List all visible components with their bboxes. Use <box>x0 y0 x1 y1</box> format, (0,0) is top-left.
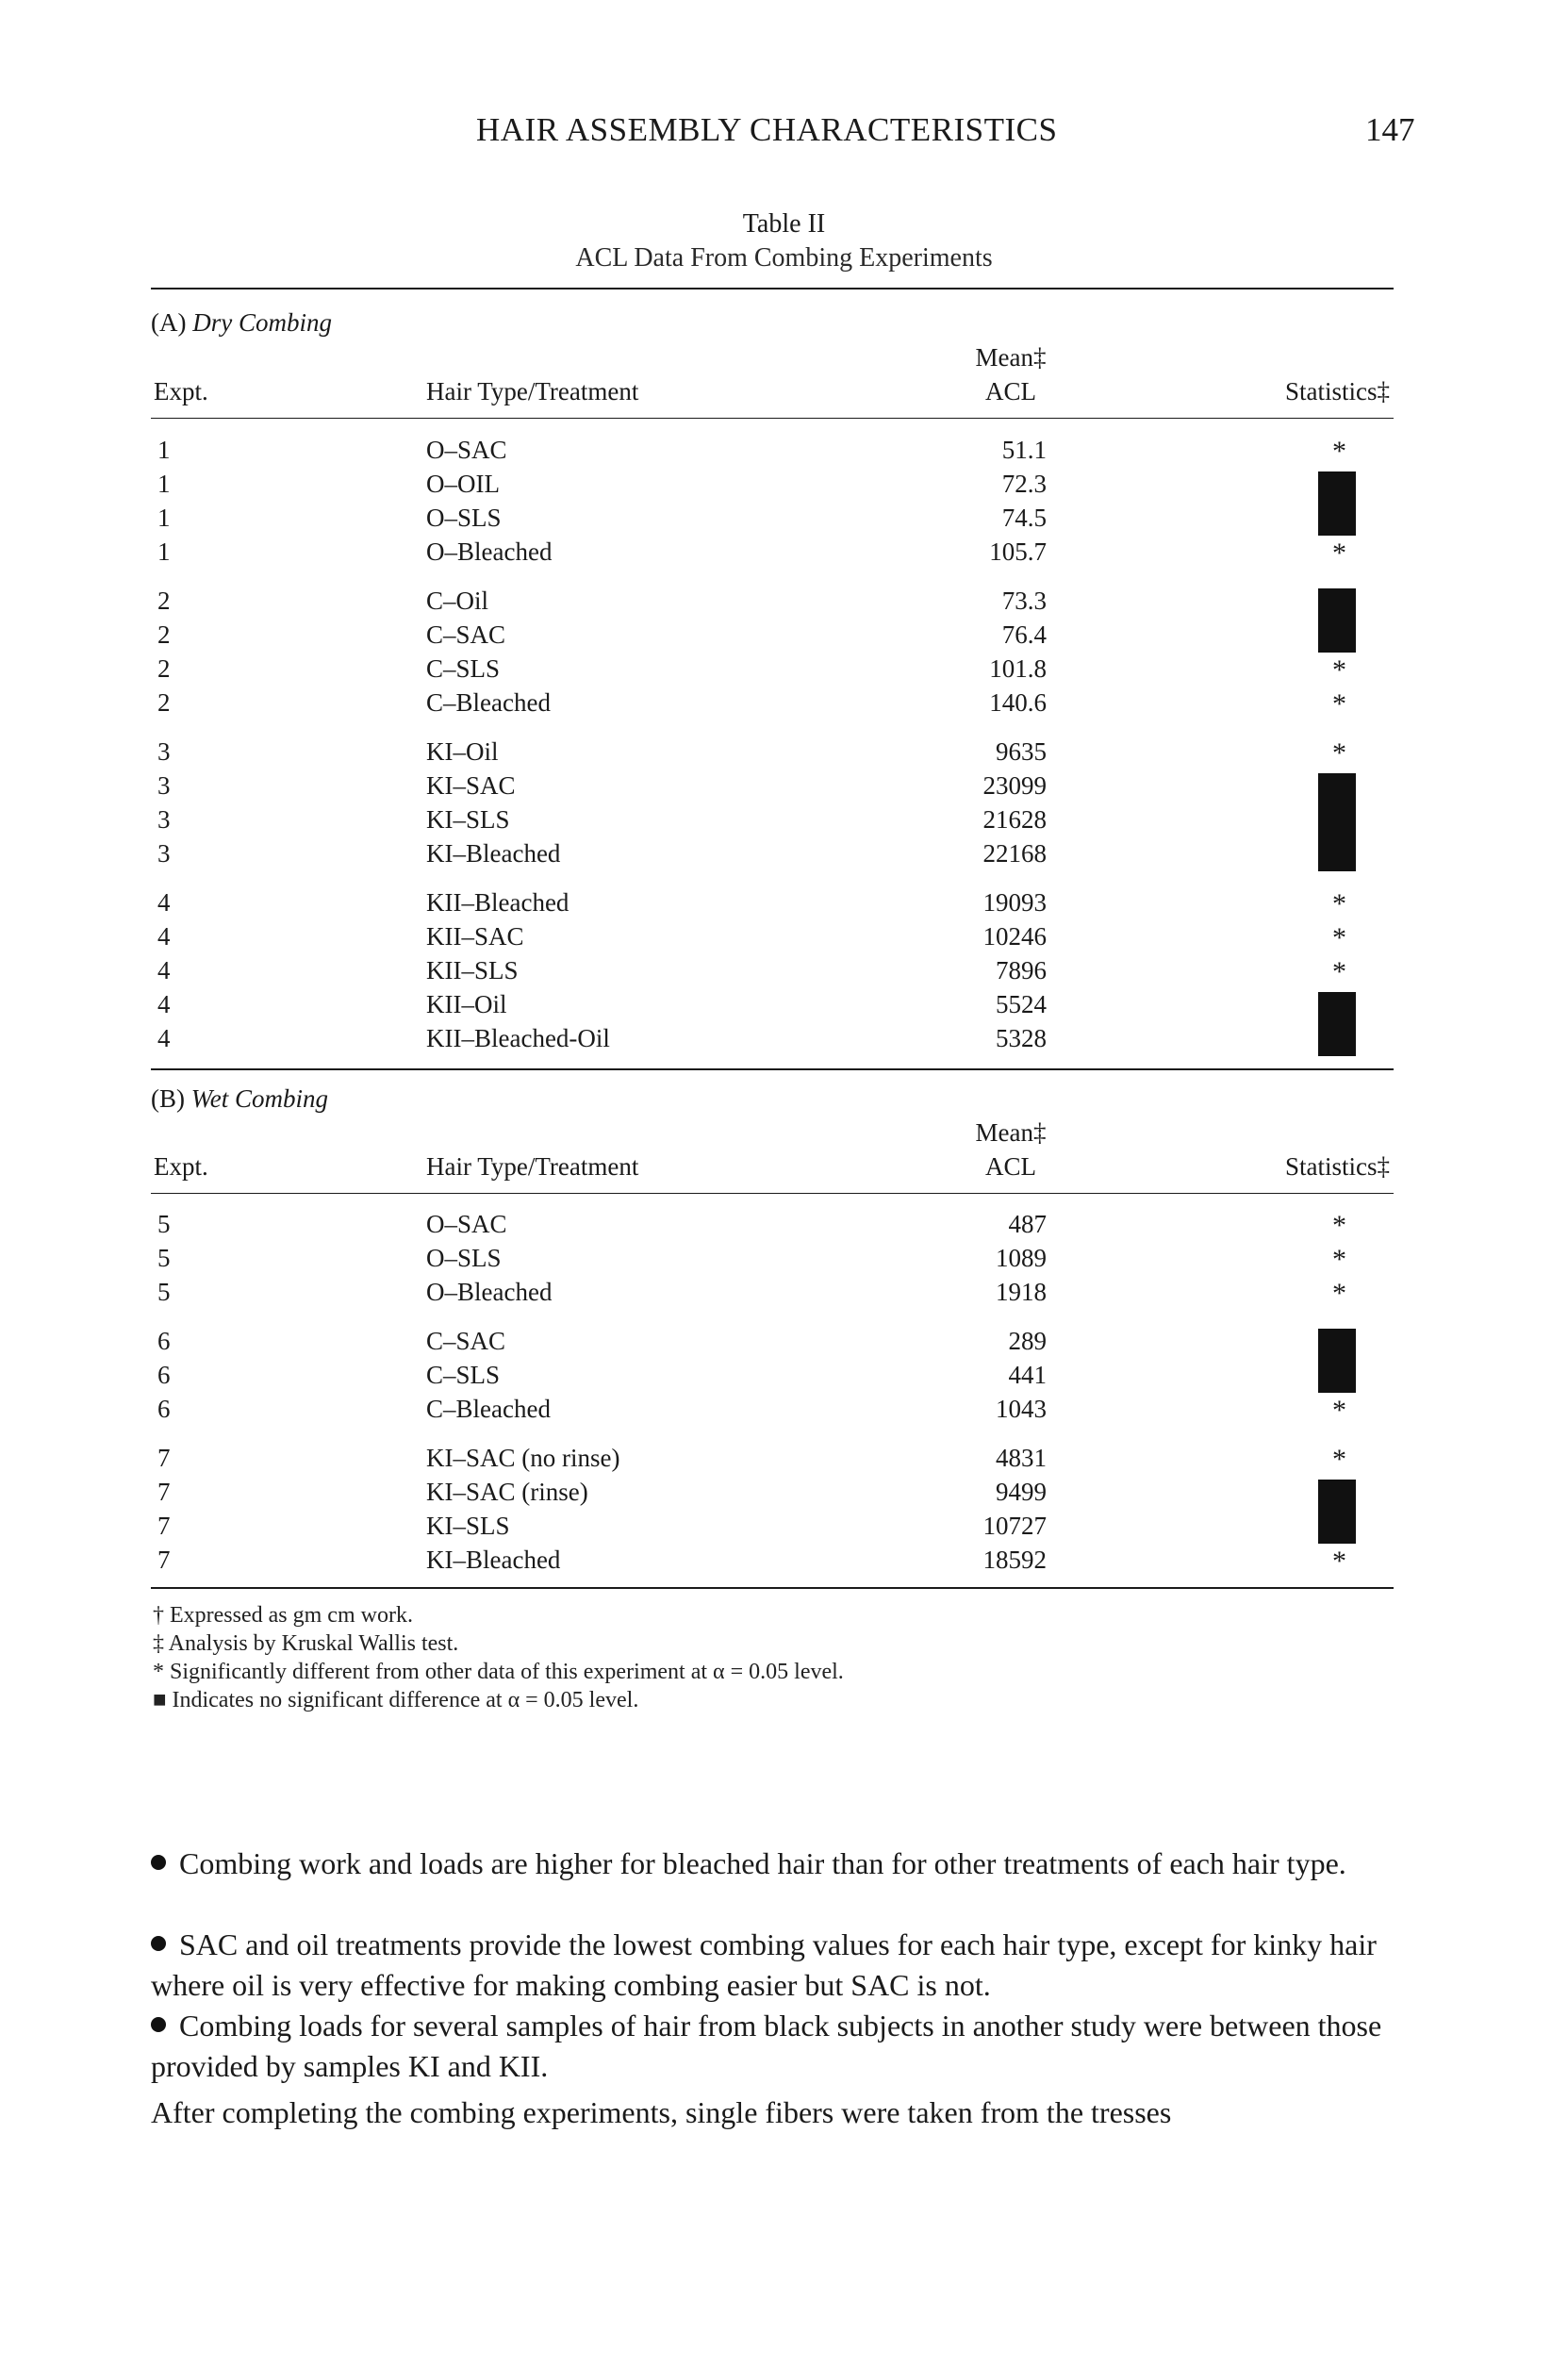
bullet-paragraph-1 <box>151 1844 1395 1884</box>
cell-mean-acl: 10246 <box>982 922 1047 951</box>
cell-expt: 7 <box>157 1444 171 1472</box>
cell-expt: 2 <box>157 620 171 649</box>
cell-expt: 3 <box>157 839 171 868</box>
header-rule-b <box>151 1193 1394 1194</box>
cell-treatment: KII–Bleached-Oil <box>426 1024 610 1052</box>
cell-mean-acl: 101.8 <box>989 654 1047 683</box>
cell-treatment: KI–SLS <box>426 1512 510 1540</box>
cell-expt: 1 <box>157 470 171 498</box>
cell-mean-acl: 51.1 <box>1001 436 1047 464</box>
no-significance-block <box>1318 992 1356 1056</box>
cell-expt: 7 <box>157 1478 171 1506</box>
cell-expt: 5 <box>157 1244 171 1272</box>
col-header-statistics: Statistics‡ <box>1284 1152 1390 1181</box>
col-header-mean: Mean‡ <box>975 1118 1047 1147</box>
no-significance-block <box>1318 1480 1356 1544</box>
no-significance-block <box>1318 471 1356 536</box>
cell-treatment: KII–SAC <box>426 922 524 951</box>
cell-treatment: O–SLS <box>426 1244 502 1272</box>
bullet-text-1: Combing work and loads are higher for bleached hair than for other treatments of each hair type. <box>179 1846 1346 1880</box>
cell-mean-acl: 9499 <box>996 1478 1047 1506</box>
no-significance-block <box>1318 1329 1356 1393</box>
bullet-text-3: Combing loads for several samples of hair from black subjects in another study were between those provided by samples KI and KII. <box>151 2009 1382 2083</box>
cell-mean-acl: 74.5 <box>1001 504 1047 532</box>
col-header-expt: Expt. <box>154 1152 208 1181</box>
cell-treatment: O–SAC <box>426 1210 507 1238</box>
cell-expt: 4 <box>157 956 171 984</box>
section-b-label <box>151 1084 328 1114</box>
cell-stat-asterisk: * <box>1332 1395 1346 1426</box>
cell-stat-asterisk: * <box>1332 737 1346 769</box>
cell-stat-asterisk: * <box>1332 1210 1346 1241</box>
cell-expt: 2 <box>157 654 171 683</box>
cell-mean-acl: 1918 <box>996 1278 1047 1306</box>
cell-treatment: C–SLS <box>426 1361 501 1389</box>
cell-expt: 3 <box>157 771 171 800</box>
table-caption: ACL Data From Combing Experiments <box>575 243 993 273</box>
cell-stat-asterisk: * <box>1332 688 1346 719</box>
cell-mean-acl: 21628 <box>982 805 1047 834</box>
cell-expt: 1 <box>157 436 171 464</box>
section-b-name: Wet Combing <box>190 1084 329 1113</box>
cell-treatment: C–SAC <box>426 1327 506 1355</box>
cell-mean-acl: 5524 <box>996 990 1047 1018</box>
cell-treatment: C–Bleached <box>426 1395 551 1423</box>
cell-stat-asterisk: * <box>1332 654 1346 686</box>
col-header-statistics: Statistics‡ <box>1284 377 1390 405</box>
col-header-mean: Mean‡ <box>975 343 1047 372</box>
cell-treatment: KI–SLS <box>426 805 510 834</box>
cell-expt: 5 <box>157 1210 171 1238</box>
cell-stat-asterisk: * <box>1332 956 1346 987</box>
col-header-hair-type: Hair Type/Treatment <box>426 377 639 405</box>
cell-mean-acl: 10727 <box>982 1512 1047 1540</box>
cell-mean-acl: 23099 <box>982 771 1047 800</box>
cell-treatment: KI–SAC (no rinse) <box>426 1444 620 1472</box>
bullet-icon <box>151 2017 166 2032</box>
cell-expt: 4 <box>157 922 171 951</box>
running-header-title: HAIR ASSEMBLY CHARACTERISTICS <box>476 111 1058 148</box>
cell-expt: 1 <box>157 538 171 566</box>
cell-expt: 4 <box>157 1024 171 1052</box>
body-paragraph: After completing the combing experiments, single fibers were taken from the tresses <box>151 2095 1172 2129</box>
bullet-paragraph-2 <box>151 1925 1395 2006</box>
cell-mean-acl: 105.7 <box>989 538 1047 566</box>
cell-mean-acl: 289 <box>1008 1327 1047 1355</box>
cell-stat-asterisk: * <box>1332 1546 1346 1577</box>
cell-mean-acl: 1043 <box>996 1395 1047 1423</box>
cell-mean-acl: 7896 <box>996 956 1047 984</box>
cell-mean-acl: 76.4 <box>1001 620 1047 649</box>
cell-treatment: KII–SLS <box>426 956 519 984</box>
cell-mean-acl: 441 <box>1008 1361 1047 1389</box>
cell-treatment: C–SLS <box>426 654 501 683</box>
col-header-expt: Expt. <box>154 377 208 405</box>
cell-mean-acl: 4831 <box>996 1444 1047 1472</box>
section-a-prefix: (A) <box>151 308 187 337</box>
cell-treatment: C–SAC <box>426 620 506 649</box>
cell-expt: 7 <box>157 1546 171 1574</box>
cell-mean-acl: 5328 <box>996 1024 1047 1052</box>
bullet-icon <box>151 1936 166 1951</box>
cell-treatment: C–Bleached <box>426 688 551 717</box>
cell-stat-asterisk: * <box>1332 922 1346 953</box>
col-header-acl: ACL <box>985 1152 1036 1181</box>
cell-treatment: KII–Oil <box>426 990 507 1018</box>
cell-expt: 2 <box>157 587 171 615</box>
section-divider-rule <box>151 1068 1394 1070</box>
cell-mean-acl: 19093 <box>982 888 1047 917</box>
cell-treatment: O–Bleached <box>426 538 553 566</box>
cell-expt: 6 <box>157 1395 171 1423</box>
cell-treatment: KI–SAC <box>426 771 516 800</box>
cell-expt: 6 <box>157 1361 171 1389</box>
cell-expt: 4 <box>157 888 171 917</box>
cell-treatment: O–OIL <box>426 470 500 498</box>
section-a-label <box>151 308 332 338</box>
bullet-icon <box>151 1855 166 1870</box>
table-top-rule <box>151 288 1394 289</box>
cell-expt: 1 <box>157 504 171 532</box>
cell-treatment: KII–Bleached <box>426 888 569 917</box>
bullet-paragraph-3 <box>151 2006 1395 2087</box>
footnote-double-dagger: ‡ Analysis by Kruskal Wallis test. <box>153 1631 459 1656</box>
col-header-acl: ACL <box>985 377 1036 405</box>
cell-mean-acl: 487 <box>1008 1210 1047 1238</box>
no-significance-block <box>1318 773 1356 871</box>
cell-stat-asterisk: * <box>1332 436 1346 467</box>
bullet-text-2: SAC and oil treatments provide the lowest combing values for each hair type, except for kinky hair where oil is very effective for making combing easier but SAC is not. <box>151 1927 1377 2002</box>
cell-mean-acl: 1089 <box>996 1244 1047 1272</box>
cell-mean-acl: 73.3 <box>1001 587 1047 615</box>
cell-expt: 4 <box>157 990 171 1018</box>
cell-expt: 3 <box>157 805 171 834</box>
page-number: 147 <box>1365 111 1415 148</box>
cell-stat-asterisk: * <box>1332 538 1346 569</box>
no-significance-block <box>1318 588 1356 653</box>
cell-treatment: KI–Bleached <box>426 1546 561 1574</box>
cell-expt: 2 <box>157 688 171 717</box>
table-bottom-rule <box>151 1587 1394 1589</box>
cell-treatment: KI–Bleached <box>426 839 561 868</box>
cell-treatment: O–Bleached <box>426 1278 553 1306</box>
cell-stat-asterisk: * <box>1332 888 1346 919</box>
cell-treatment: O–SAC <box>426 436 507 464</box>
footnote-square: ■ Indicates no significant difference at α = 0.05 level. <box>153 1688 639 1712</box>
cell-treatment: O–SLS <box>426 504 502 532</box>
cell-stat-asterisk: * <box>1332 1444 1346 1475</box>
cell-treatment: C–Oil <box>426 587 489 615</box>
cell-treatment: KI–SAC (rinse) <box>426 1478 588 1506</box>
footnote-asterisk: * Significantly different from other data of this experiment at α = 0.05 level. <box>153 1660 844 1684</box>
section-a-name: Dry Combing <box>192 308 332 337</box>
footnote-dagger: † Expressed as gm cm work. <box>153 1603 413 1628</box>
cell-stat-asterisk: * <box>1332 1278 1346 1309</box>
cell-mean-acl: 18592 <box>982 1546 1047 1574</box>
cell-expt: 3 <box>157 737 171 766</box>
cell-mean-acl: 9635 <box>996 737 1047 766</box>
header-rule-a <box>151 418 1394 419</box>
section-b-prefix: (B) <box>151 1084 185 1113</box>
cell-mean-acl: 140.6 <box>989 688 1047 717</box>
cell-expt: 7 <box>157 1512 171 1540</box>
cell-mean-acl: 22168 <box>982 839 1047 868</box>
cell-mean-acl: 72.3 <box>1001 470 1047 498</box>
col-header-hair-type: Hair Type/Treatment <box>426 1152 639 1181</box>
cell-expt: 5 <box>157 1278 171 1306</box>
cell-stat-asterisk: * <box>1332 1244 1346 1275</box>
table-title: Table II <box>742 209 826 239</box>
cell-expt: 6 <box>157 1327 171 1355</box>
cell-treatment: KI–Oil <box>426 737 499 766</box>
